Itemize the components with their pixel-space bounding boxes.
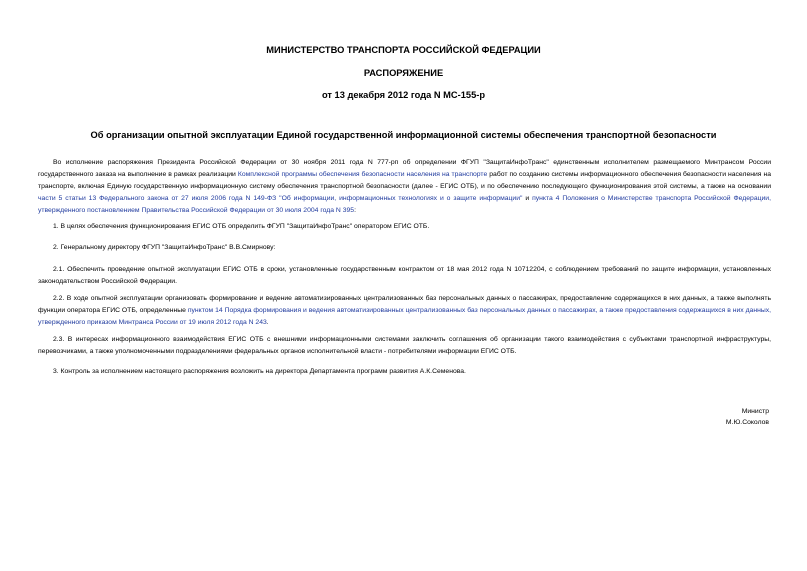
clause-2: 2. Генеральному директору ФГУП "ЗащитаИнфоТранс" В.В.Смирнову: [53, 244, 276, 251]
intro-text-4: : [354, 207, 356, 214]
clause-2-2 [38, 293, 771, 329]
ministry-heading: МИНИСТЕРСТВО ТРАНСПОРТА РОССИЙСКОЙ ФЕДЕРАЦИИ [266, 45, 541, 55]
document-title: Об организации опытной эксплуатации Единой государственной информационной системы обеспечения транспортной безопасности [90, 130, 717, 140]
document-type-heading: РАСПОРЯЖЕНИЕ [363, 68, 444, 78]
date-number-heading: от 13 декабря 2012 года N МС-155-р [321, 90, 486, 100]
signature-name: М.Ю.Соколов [725, 419, 769, 426]
signature-block [726, 406, 769, 428]
program-link[interactable]: Комплексной программы обеспечения безопасности населения на транспорте [237, 171, 488, 178]
intro-text-3: и [522, 195, 533, 202]
intro-paragraph [38, 157, 771, 217]
regulation-link[interactable]: пункта 4 Положения о Министерстве транспорта Российской Федерации, утвержденного постановлением Правительства Российской Федерации от 30 июля 2004 года N 395 [38, 195, 771, 214]
clause-2-3: 2.3. В интересах информационного взаимодействия ЕГИС ОТБ с внешними информационными системами заключить соглашения об организации такого взаимодействия с субъектами транспортной инфраструктуры, перевозчиками, а также уполномоченными подразделениями федеральных органов исполнительной власти - потребителями информации ЕГИС ОТБ. [38, 336, 771, 355]
federal-law-link[interactable]: части 5 статьи 13 Федерального закона от 27 июля 2006 года N 149-ФЗ "Об информации, информационных технологиях и о защите информации" [38, 195, 523, 202]
clause-2-1: 2.1. Обеспечить проведение опытной эксплуатации ЕГИС ОТБ в сроки, установленные государственным контрактом от 18 мая 2012 года N 10712204, с соблюдением требований по защите информации, установленных законодательством Российской Федерации. [38, 266, 771, 285]
order-243-link[interactable]: пунктом 14 Порядка формирования и ведения автоматизированных централизованных баз персональных данных о пассажирах, а также предоставления содержащихся в них данных, утвержденного приказом Минтранса России от 19 июля 2012 года N 243 [38, 307, 771, 326]
clause-3: 3. Контроль за исполнением настоящего распоряжения возложить на директора Департамента программ развития А.К.Семенова. [53, 368, 466, 375]
signature-role: Министр [741, 408, 769, 415]
intro-text-2: работ по созданию системы информационного обеспечения безопасности населения на транспорте, включая Единую государственную информационную систему обеспечения транспортной безопасности (далее - ЕГИС ОТБ), и по обеспечению последующего функционирования этой системы, а также на основании [38, 171, 771, 190]
intro-text-1: Во исполнение распоряжения Президента Российской Федерации от 30 ноября 2011 года N 777-рп об определении ФГУП "ЗащитаИнфоТранс" единственным исполнителем размещаемого Минтрансом России государственного заказа на выполнение в рамках реализации [38, 159, 771, 178]
clause-1: 1. В целях обеспечения функционирования ЕГИС ОТБ определить ФГУП "ЗащитаИнфоТранс" оператором ЕГИС ОТБ. [53, 223, 430, 230]
clause-2-2-text-1: 2.2. В ходе опытной эксплуатации организовать формирование и ведение автоматизированных централизованных баз персональных данных о пассажирах, предоставление содержащихся в них данных, а также выполнять функции оператора ЕГИС ОТБ, определенные [38, 295, 771, 314]
clause-2-2-text-2: . [266, 319, 269, 326]
